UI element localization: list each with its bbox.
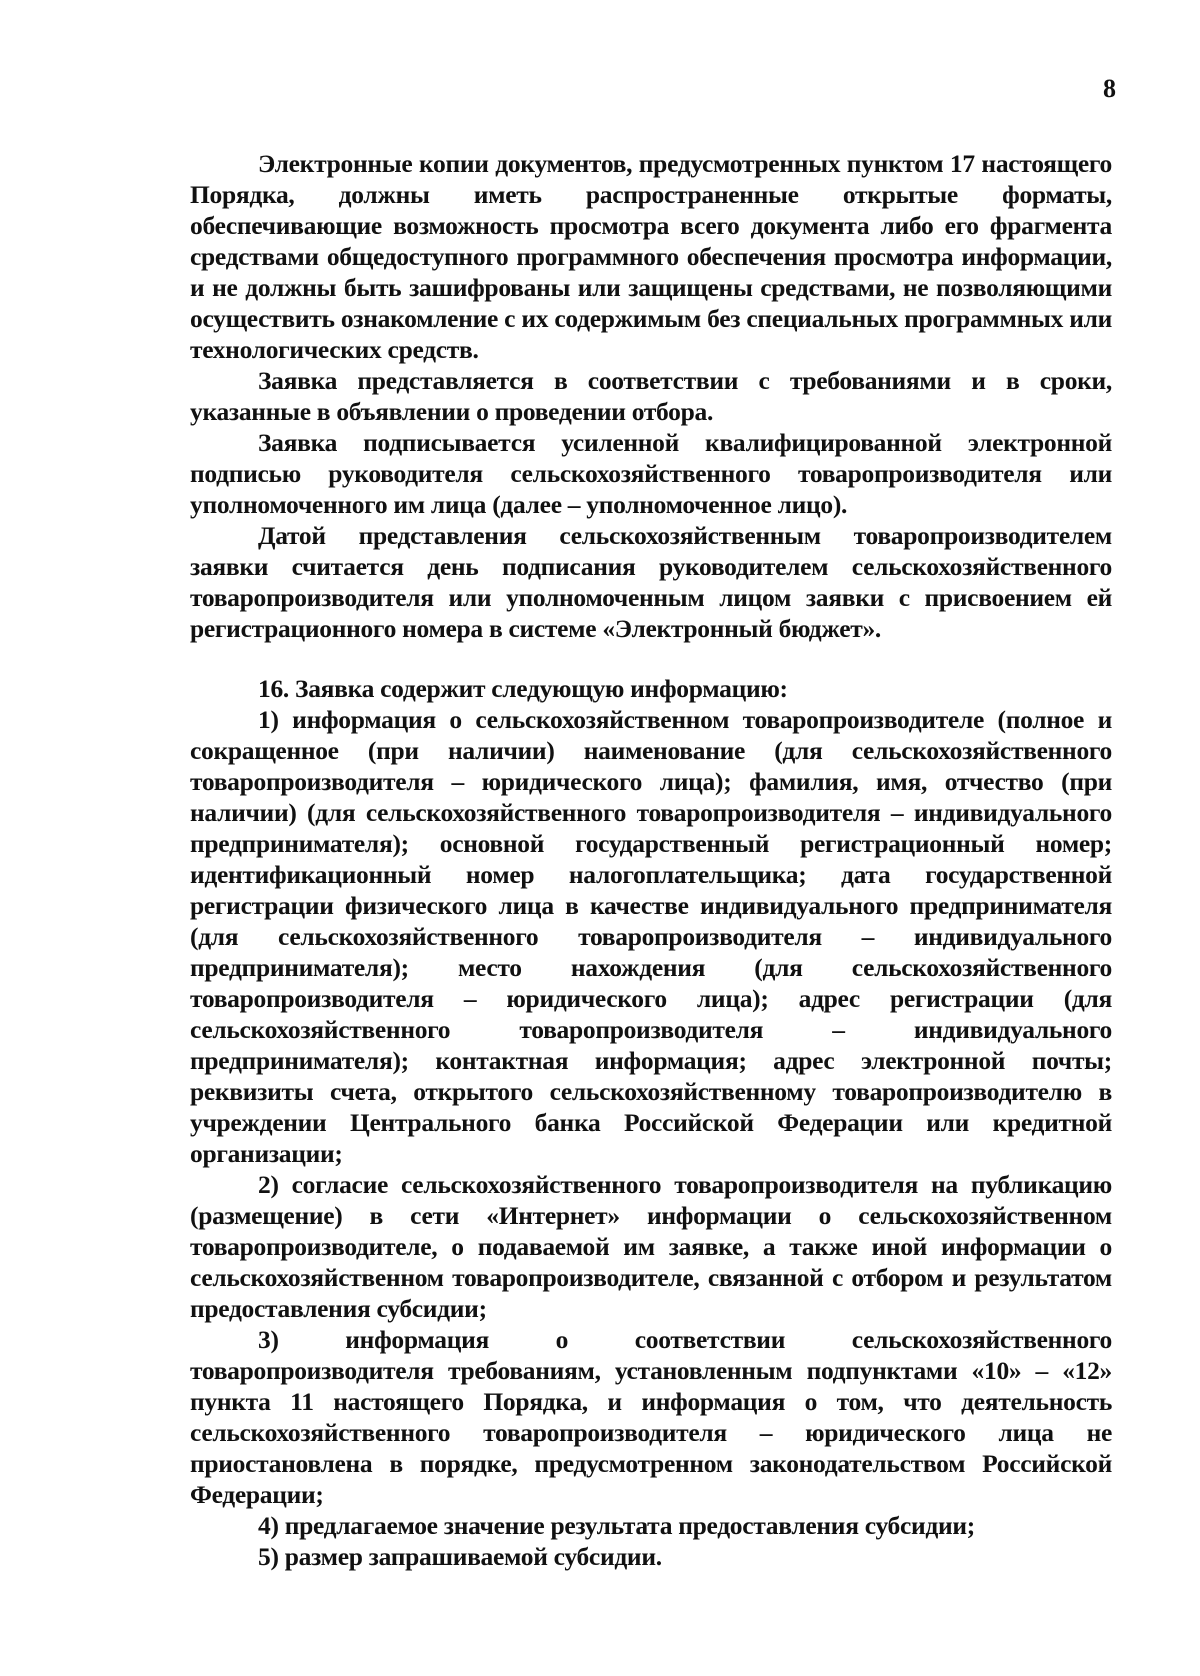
list-item-1: 1) информация о сельскохозяйственном товаропроизводителе (полное и сокращенное (при наличии) наименование (для сельскохозяйственного товаропроизводителя – юридического лица); фамилия, имя, отчество (при наличии) (для сельскохозяйственного товаропроизводителя – индивидуального предпринимателя); основной государственный регистрационный номер; идентификационный номер налогоплательщика; дата государственной регистрации физического лица в качестве индивидуального предпринимателя (для сельскохозяйственного товаропроизводителя – индивидуального предпринимателя); место нахождения (для сельскохозяйственного товаропроизводителя – юридического лица); адрес регистрации (для сельскохозяйственного товаропроизводителя – индивидуального предпринимателя); контактная информация; адрес электронной почты; реквизиты счета, открытого сельскохозяйственному товаропроизводителю в учреждении Центрального банка Российской Федерации или кредитной организации; [190,705,1112,1168]
list-item-2: 2) согласие сельскохозяйственного товаропроизводителя на публикацию (размещение) в сети «Интернет» информации о сельскохозяйственном товаропроизводителе, о подаваемой им заявке, а также иной информации о сельскохозяйственном товаропроизводителе, связанной с отбором и результатом предоставления субсидии; [190,1170,1112,1323]
paragraph-submission-date: Датой представления сельскохозяйственным товаропроизводителем заявки считается день подписания руководителем сельскохозяйственного товаропроизводителя или уполномоченным лицом заявки с присвоением ей регистрационного номера в системе «Электронный бюджет». [190,521,1112,643]
paragraph-application-signature: Заявка подписывается усиленной квалифицированной электронной подписью руководителя сельскохозяйственного товаропроизводителя или уполномоченного им лица (далее – уполномоченное лицо). [190,428,1112,519]
list-item-3: 3) информация о соответствии сельскохозяйственного товаропроизводителя требованиям, установленным подпунктами «10» – «12» пункта 11 настоящего Порядка, и информация о том, что деятельность сельскохозяйственного товаропроизводителя – юридического лица не приостановлена в порядке, предусмотренном законодательством Российской Федерации; [190,1325,1112,1509]
section-spacer [190,644,1112,673]
paragraph-electronic-copies: Электронные копии документов, предусмотренных пунктом 17 настоящего Порядка, должны иметь распространенные открытые форматы, обеспечивающие возможность просмотра всего документа либо его фрагмента средствами общедоступного программного обеспечения просмотра информации, и не должны быть зашифрованы или защищены средствами, не позволяющими осуществить ознакомление с их содержимым без специальных программных или технологических средств. [190,149,1112,364]
paragraph-application-submission: Заявка представляется в соответствии с требованиями и в сроки, указанные в объявлении о проведении отбора. [190,366,1112,426]
section-16-heading: 16. Заявка содержит следующую информацию: [258,674,788,703]
document-body [190,148,1112,1572]
list-item-4: 4) предлагаемое значение результата предоставления субсидии; [258,1511,975,1540]
list-item-5: 5) размер запрашиваемой субсидии. [258,1542,662,1571]
page-number: 8 [1103,74,1116,103]
